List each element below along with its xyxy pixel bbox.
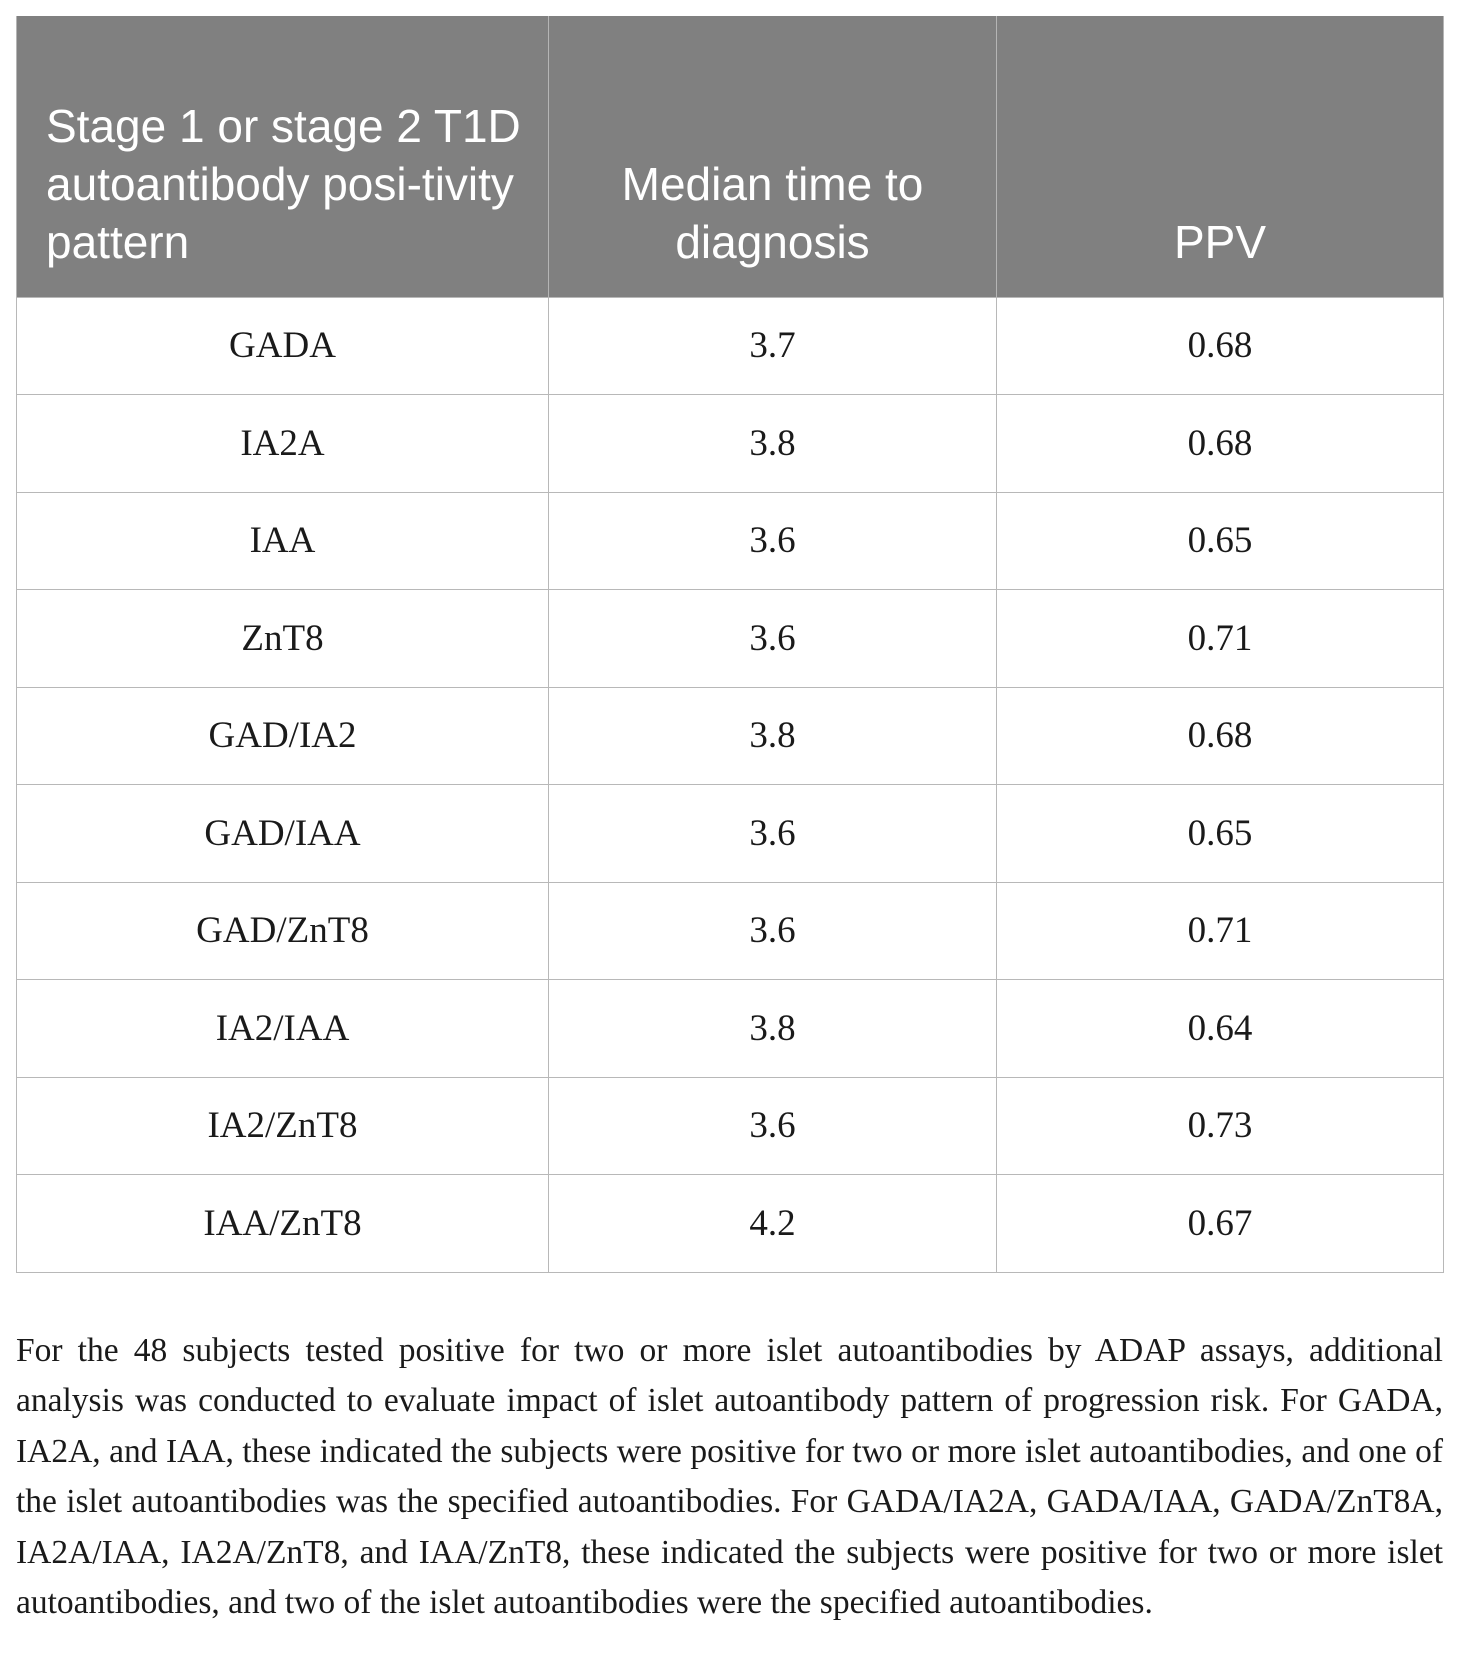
table-footnote: For the 48 subjects tested positive for two or more islet autoantibodies by ADAP assays, additional analysis was conducted to evaluate impact of islet autoantibody pattern of progression risk. For GADA, IA2A, and IAA, these indicated the subjects were positive for two or more islet autoantibodies, and one of the islet autoantibodies was the specified autoantibodies. For GADA/IA2A, GADA/IAA, GADA/ZnT8A, IA2A/IAA, IA2A/ZnT8, and IAA/ZnT8, these indicated the subjects were positive for two or more islet autoantibodies, and two of the islet autoantibodies were the specified autoantibodies. [16, 1331, 1443, 1621]
cell-pattern: GAD/IAA [17, 785, 549, 883]
table-row [17, 590, 1444, 688]
cell-median-time: 3.6 [549, 785, 997, 883]
header-median-time: Median time to diagnosis [549, 16, 997, 297]
cell-median-time: 4.2 [549, 1175, 997, 1273]
cell-pattern: IA2A [17, 395, 549, 493]
autoantibody-pattern-table [16, 16, 1444, 1273]
table-row [17, 1175, 1444, 1273]
cell-median-time: 3.8 [549, 980, 997, 1078]
cell-ppv: 0.71 [997, 590, 1444, 688]
table-row [17, 297, 1444, 395]
cell-ppv: 0.64 [997, 980, 1444, 1078]
table-row [17, 882, 1444, 980]
table-row [17, 1077, 1444, 1175]
table-row [17, 785, 1444, 883]
cell-pattern: IAA [17, 492, 549, 590]
cell-pattern: GAD/ZnT8 [17, 882, 549, 980]
cell-ppv: 0.73 [997, 1077, 1444, 1175]
table-header-row [17, 16, 1444, 297]
cell-ppv: 0.67 [997, 1175, 1444, 1273]
cell-pattern: IA2/ZnT8 [17, 1077, 549, 1175]
cell-ppv: 0.65 [997, 785, 1444, 883]
table-row [17, 395, 1444, 493]
cell-pattern: IAA/ZnT8 [17, 1175, 549, 1273]
header-ppv: PPV [997, 16, 1444, 297]
cell-pattern: IA2/IAA [17, 980, 549, 1078]
cell-median-time: 3.6 [549, 492, 997, 590]
header-positivity-pattern: Stage 1 or stage 2 T1D autoantibody posi-tivity pattern [17, 16, 549, 297]
cell-median-time: 3.6 [549, 590, 997, 688]
cell-ppv: 0.65 [997, 492, 1444, 590]
cell-pattern: GAD/IA2 [17, 687, 549, 785]
results-table-container [16, 16, 1443, 1273]
table-row [17, 492, 1444, 590]
cell-median-time: 3.8 [549, 395, 997, 493]
cell-ppv: 0.68 [997, 395, 1444, 493]
cell-median-time: 3.6 [549, 882, 997, 980]
cell-pattern: ZnT8 [17, 590, 549, 688]
table-row [17, 687, 1444, 785]
cell-median-time: 3.7 [549, 297, 997, 395]
cell-ppv: 0.68 [997, 297, 1444, 395]
cell-median-time: 3.6 [549, 1077, 997, 1175]
cell-ppv: 0.71 [997, 882, 1444, 980]
cell-median-time: 3.8 [549, 687, 997, 785]
table-row [17, 980, 1444, 1078]
cell-ppv: 0.68 [997, 687, 1444, 785]
cell-pattern: GADA [17, 297, 549, 395]
